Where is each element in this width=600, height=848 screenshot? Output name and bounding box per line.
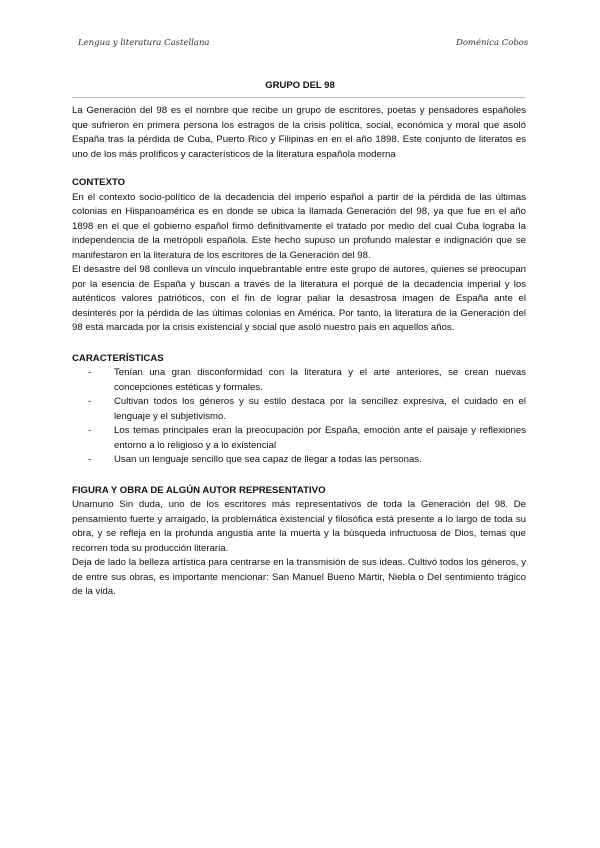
list-item-text: Usan un lenguaje sencillo que sea capaz de llegar a todas las personas. xyxy=(114,454,422,465)
title-divider xyxy=(72,97,526,98)
section-heading-figura: FIGURA Y OBRA DE ALGÚN AUTOR REPRESENTATIVO xyxy=(72,484,326,496)
document-body xyxy=(72,104,526,600)
contexto-paragraph-2: El desastre del 98 conlleva un vínculo inquebrantable entre este grupo de autores, quienes se preocupan por la esencia de España y buscan a través de la literatura el porqué de la decadencia imperial y los auténticos valores patrióticos, con el fin de lograr paliar la desastrosa imagen de España ante el desinterés por la pérdida de las últimas colonias en América. Por tanto, la literatura de la Generación del 98 está marcada por la crisis existencial y social que asoló nuestro país en aquellos años. xyxy=(72,264,526,333)
list-item xyxy=(72,453,526,468)
caracteristicas-list xyxy=(72,366,526,468)
bullet-dash: - xyxy=(88,454,92,465)
bullet-dash: - xyxy=(88,367,92,378)
list-item-text: Cultivan todos los géneros y su estilo destaca por la sencillez expresiva, el cuidado en el lenguaje y el subjetivismo. xyxy=(114,396,526,422)
header-subject: Lengua y literatura Castellana xyxy=(78,38,210,48)
contexto-paragraph-1: En el contexto socio-político de la decadencia del imperio español a partir de la pérdida de las últimas colonias en Hispanoamérica es en donde se ubica la llamada Generación del 98, ya que fue en el año 1898 en el que el gobierno español firmó definitivamente el tratado por medio del cual Cuba lograba la independencia de la metrópoli española. Este hecho supuso un profundo malestar e indignación que se manifestaron en la literatura de los escritores de la Generación del 98. xyxy=(72,191,526,261)
header-author: Doménica Cobos xyxy=(456,38,529,48)
page-title: GRUPO DEL 98 xyxy=(265,80,335,91)
list-item-text: Tenían una gran disconformidad con la literatura y el arte anteriores, se crean nuevas concepciones estéticas y formales. xyxy=(114,367,526,393)
section-heading-caracteristicas: CARACTERÍSTICAS xyxy=(72,352,164,364)
list-item xyxy=(72,424,526,453)
intro-paragraph: La Generación del 98 es el nombre que recibe un grupo de escritores, poetas y pensadores españoles que sufrieron en primera persona los estragos de la crisis política, social, económica y moral que asoló España tras la pérdida de Cuba, Puerto Rico y Filipinas en en el año 1898. Este conjunto de literatos es uno de los más prolíficos y característicos de la literatura española moderna xyxy=(72,105,526,160)
figura-paragraph-1: Unamuno Sin duda, uno de los escritores más representativos de toda la Generación del 98. De pensamiento fuerte y arraigado, la problemática existencial y filosófica está presente a lo largo de toda su obra, y se refleja en la profunda angustia ante la muerta y la búsqueda infructuosa de Dios, temas que recorren toda su producción literaria. xyxy=(72,499,526,554)
figura-paragraph-2: Deja de lado la belleza artística para centrarse en la transmisión de sus ideas. Cultivó todos los géneros, y de entre sus obras, es importante mencionar: San Manuel Bueno Mártir, Niebla o Del sentimiento trágico de la vida. xyxy=(72,557,526,597)
list-item xyxy=(72,395,526,424)
list-item-text: Los temas principales eran la preocupación por España, emoción ante el paisaje y reflexiones entorno a lo religioso y a lo existencial xyxy=(114,425,526,451)
list-item xyxy=(72,366,526,395)
bullet-dash: - xyxy=(88,396,92,407)
section-heading-contexto: CONTEXTO xyxy=(72,177,126,188)
bullet-dash: - xyxy=(88,425,92,436)
